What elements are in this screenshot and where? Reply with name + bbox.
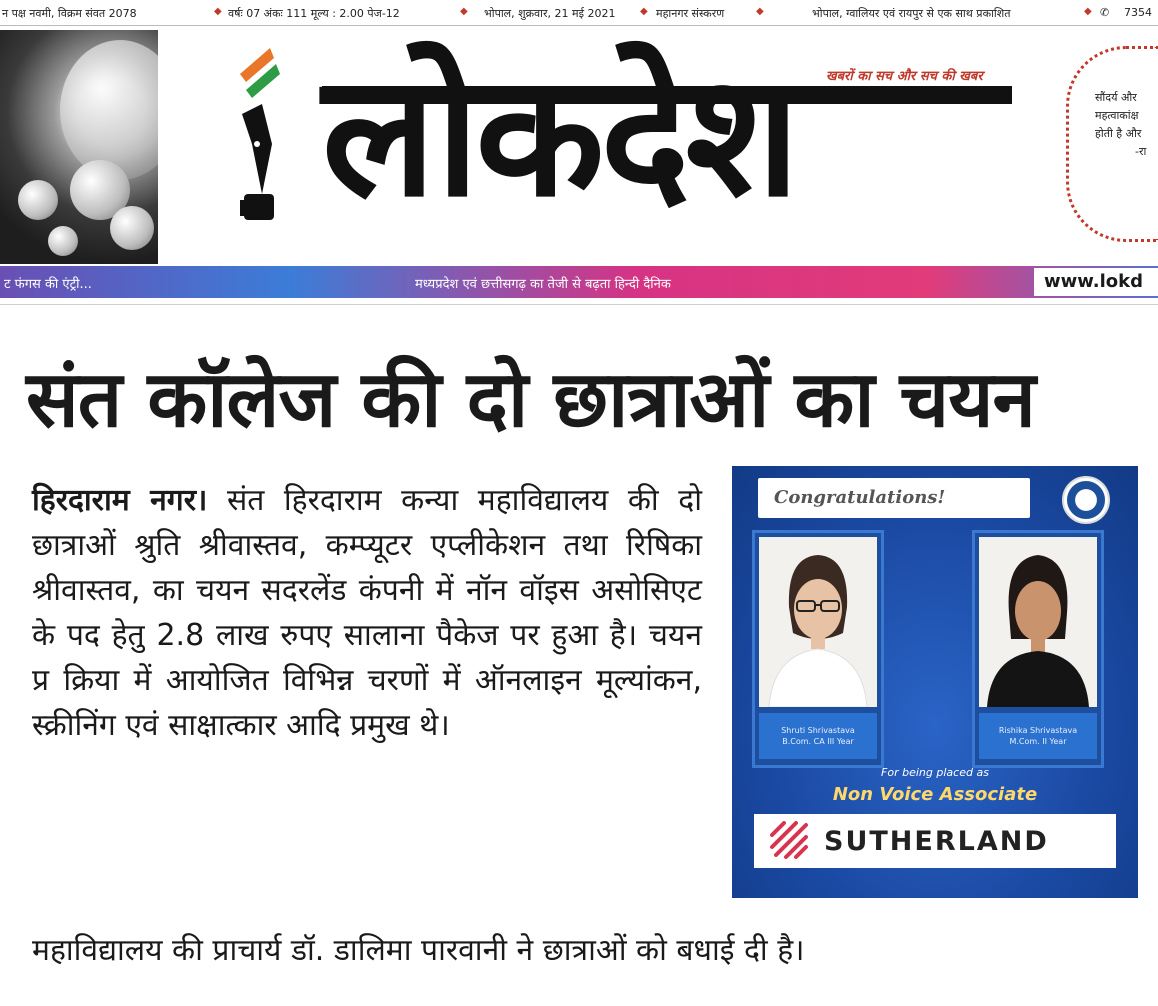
issue-text: वर्षः 07 अंकः 111 मूल्य : 2.00 पेज-12 <box>228 7 400 20</box>
diamond-icon: ◆ <box>1084 6 1092 17</box>
article-closing-line: महाविद्यालय की प्राचार्य डॉ. डालिमा पारवानी ने छात्राओं को बधाई दी है। <box>32 933 805 968</box>
edition-text: महानगर संस्करण <box>656 7 725 20</box>
diamond-icon: ◆ <box>460 6 468 17</box>
tagline: खबरों का सच और सच की खबर <box>826 69 983 84</box>
masthead-band <box>0 266 1158 298</box>
meta-bar <box>0 0 1158 26</box>
sutherland-logo-icon <box>766 821 812 861</box>
dateline-text: भोपाल, शुक्रवार, 21 मई 2021 <box>484 7 616 20</box>
placed-text: For being placed as <box>881 766 989 779</box>
news-ticker[interactable]: ट फंगस की एंट्री... <box>4 277 92 292</box>
band-slogan: मध्यप्रदेश एवं छत्तीसगढ़ का तेजी से बढ़ता हिन्दी दैनिक <box>415 277 671 292</box>
published-from-text: भोपाल, ग्वालियर एवं रायपुर से एक साथ प्रकाशित <box>812 7 1011 20</box>
college-seal-icon <box>1062 476 1110 524</box>
paksha-text: न पक्ष नवमी, विक्रम संवत 2078 <box>2 7 137 20</box>
quote-box <box>1066 46 1158 242</box>
student-portrait-2 <box>979 537 1097 707</box>
student-photo-1 <box>752 530 884 768</box>
company-logo-box <box>754 814 1116 868</box>
divider <box>0 304 1158 305</box>
quote-line: -रा <box>1135 145 1147 158</box>
role-text: Non Voice Associate <box>832 784 1038 805</box>
fungus-photo <box>0 30 158 264</box>
congrats-banner: Congratulations! <box>758 478 1030 518</box>
article-body-text: संत हिरदाराम कन्या महाविद्यालय की दो छात्राओं श्रुति श्रीवास्तव, कम्प्यूटर एप्लीकेशन तथा रिषिका श्रीवास्तव, का चयन सदरलेंड कंपनी में नॉन वॉइस असोसिएट के पद हेतु 2.8 लाख रुपए सालाना पैकेज पर हुआ है। चयन प्र क्रिया में आयोजित विभिन्न चरणों में ऑनलाइन मूल्यांकन, स्क्रीनिंग एवं साक्षात्कार आदि प्रमुख थे। <box>32 483 702 743</box>
student-caption-1: Shruti Shrivastava B.Com. CA III Year <box>759 713 877 759</box>
brand-name: लोकदेश <box>322 36 796 234</box>
diamond-icon: ◆ <box>756 6 764 17</box>
student-caption-2: Rishika Shrivastava M.Com. II Year <box>979 713 1097 759</box>
student-photo-2 <box>972 530 1104 768</box>
website-link[interactable]: www.lokd <box>1034 268 1158 296</box>
whatsapp-icon: ✆ <box>1100 6 1110 19</box>
quote-line: महत्वाकांक्ष <box>1095 109 1139 122</box>
diamond-icon: ◆ <box>214 6 222 17</box>
pen-nib-logo-icon <box>232 44 292 224</box>
diamond-icon: ◆ <box>640 6 648 17</box>
student-portrait-1 <box>759 537 877 707</box>
quote-line: होती है और <box>1095 127 1142 140</box>
phone-text: 7354 <box>1124 6 1152 19</box>
congratulations-image <box>732 466 1138 898</box>
article-body <box>32 478 702 748</box>
divider <box>0 25 1158 26</box>
company-name: SUTHERLAND <box>824 825 1049 857</box>
article-headline: संत कॉलेज की दो छात्राओं का चयन <box>26 355 1035 445</box>
quote-line: सौंदर्य और <box>1095 91 1137 104</box>
dateline-place: हिरदाराम नगर। <box>32 483 208 518</box>
